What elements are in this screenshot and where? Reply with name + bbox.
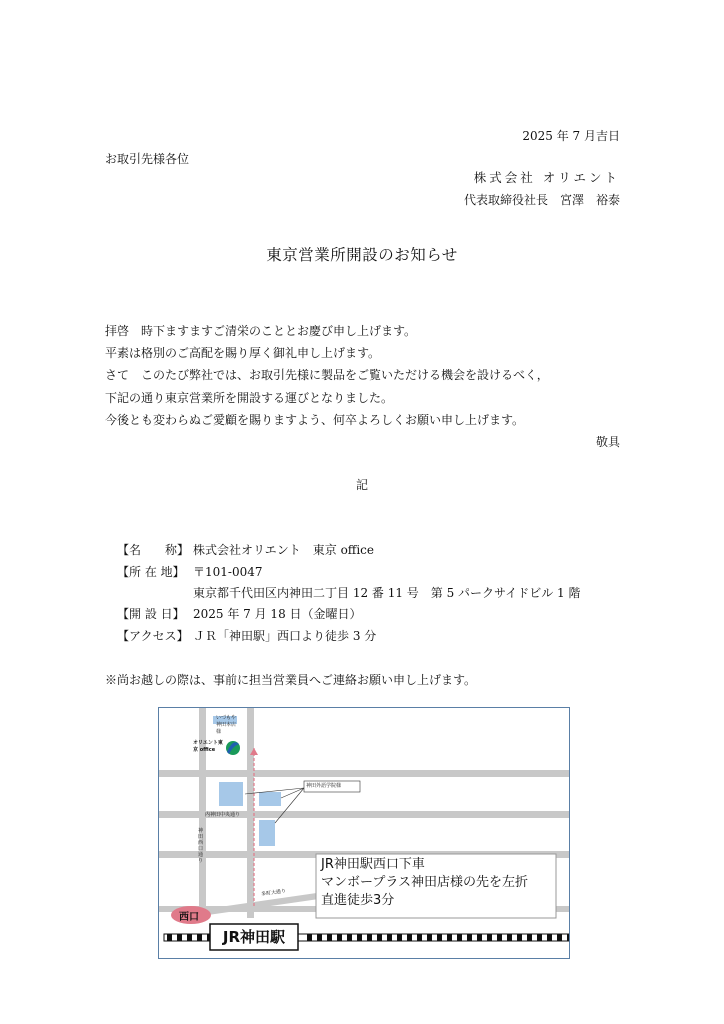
- body-line-4: 下記の通り東京営業所を開設する運びとなりました。: [105, 391, 394, 405]
- railway-tie: [167, 934, 172, 941]
- ki-heading: 記: [355, 478, 368, 492]
- body-line-1: 拝啓 時下ますますご清栄のこととお慶び申し上げます。: [105, 324, 417, 338]
- railway-tie: [427, 934, 432, 941]
- recipient: お取引先様各位: [105, 152, 190, 166]
- railway-tie: [447, 934, 452, 941]
- railway-tie: [417, 934, 422, 941]
- direction-line-3: 直進徒歩3分: [321, 893, 395, 908]
- railway-tie: [317, 934, 322, 941]
- school-label: 神田外語学院様: [306, 783, 342, 789]
- west-exit-label: 西口: [179, 912, 199, 923]
- direction-line-1: JR神田駅西口下車: [321, 857, 425, 872]
- company-name: 株式会社 オリエント: [473, 170, 620, 185]
- name-label: 【名 称】: [117, 543, 190, 557]
- railway-tie: [387, 934, 392, 941]
- railway-tie: [477, 934, 482, 941]
- note: ※尚お越しの際は、事前に担当営業員へご連絡お願い申し上げます。: [105, 673, 477, 687]
- railway-tie: [177, 934, 182, 941]
- building-school-2: [259, 792, 281, 806]
- name-value: 株式会社オリエント 東京 office: [193, 543, 374, 557]
- direction-line-2: マンボープラス神田店様の先を左折: [321, 875, 528, 890]
- representative: 代表取締役社長 宮澤 裕泰: [463, 193, 620, 207]
- closing: 敬具: [595, 435, 620, 449]
- railway-tie: [357, 934, 362, 941]
- body-line-5: 今後とも変わらぬご愛顧を賜りますよう、何卒よろしくお願い申し上げます。: [105, 413, 525, 427]
- station-label: JR神田駅: [222, 928, 286, 946]
- building-school-1: [219, 782, 243, 806]
- office-label: オリエント東京 office: [193, 740, 223, 753]
- body-line-2: 平素は格別のご高配を賜り厚く御礼申し上げます。: [105, 346, 381, 360]
- road-h1: [159, 770, 569, 777]
- open-date-value: 2025 年 7 月 18 日（金曜日）: [193, 607, 362, 621]
- road-v1: [199, 708, 206, 908]
- railway-tie: [437, 934, 442, 941]
- address-value: 東京都千代田区内神田二丁目 12 番 11 号 第 5 パークサイドビル 1 階: [193, 586, 581, 600]
- letter-date: 2025 年 7 月吉日: [522, 129, 620, 143]
- railway-tie: [497, 934, 502, 941]
- railway-tie: [517, 934, 522, 941]
- railway-tie: [367, 934, 372, 941]
- railway-tie: [187, 934, 192, 941]
- railway-tie: [527, 934, 532, 941]
- railway-tie: [397, 934, 402, 941]
- open-date-label: 【開 設 日】: [117, 607, 185, 621]
- landmark-izumoya: いづもや神田本店様: [216, 715, 237, 735]
- railway-tie: [347, 934, 352, 941]
- railway-tie: [197, 934, 202, 941]
- street-uchikanda: 内神田中央通り: [205, 812, 241, 818]
- railway-tie: [327, 934, 332, 941]
- street-tamachi: 多町大通り: [260, 888, 287, 898]
- address-label: 【所 在 地】: [117, 565, 185, 579]
- railway-tie: [567, 934, 569, 941]
- access-map: [158, 707, 570, 959]
- leader-2: [281, 788, 304, 798]
- road-v2: [247, 708, 254, 918]
- street-nishiguchi: 神田西口通り: [198, 828, 204, 864]
- railway-tie: [487, 934, 492, 941]
- postal-code: 〒101-0047: [193, 565, 263, 579]
- railway-tie: [457, 934, 462, 941]
- railway-tie: [467, 934, 472, 941]
- building-school-3: [259, 820, 275, 846]
- access-value: ＪＲ「神田駅」西口より徒歩 3 分: [193, 629, 377, 643]
- railway-tie: [557, 934, 562, 941]
- railway-tie: [407, 934, 412, 941]
- railway-tie: [537, 934, 542, 941]
- access-label: 【アクセス】: [117, 629, 189, 643]
- railway-tie: [307, 934, 312, 941]
- document-title: 東京営業所開設のお知らせ: [266, 246, 458, 264]
- railway-tie: [377, 934, 382, 941]
- railway-tie: [547, 934, 552, 941]
- railway-tie: [507, 934, 512, 941]
- railway-tie: [337, 934, 342, 941]
- body-line-3: さて このたび弊社では、お取引先様に製品をご覧いただける機会を設けるべく，: [105, 368, 549, 382]
